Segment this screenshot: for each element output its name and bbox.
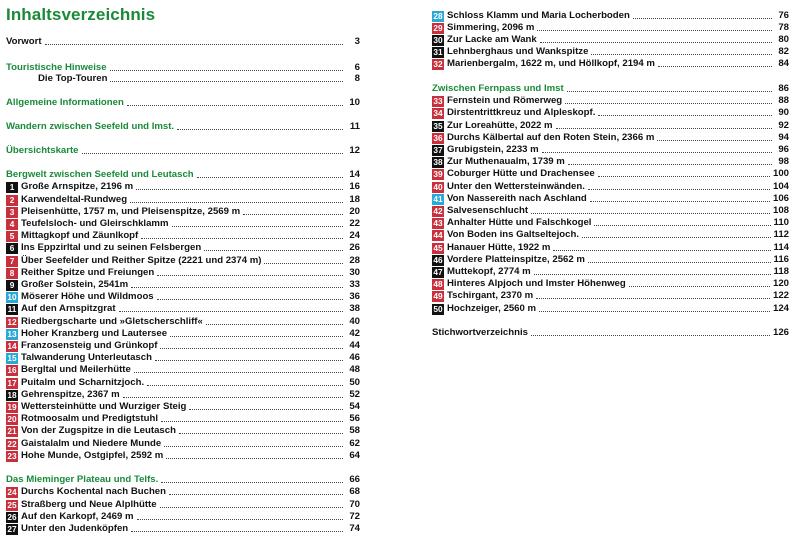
tour-number-badge: 5 bbox=[6, 231, 18, 242]
toc-entry-title: Großer Solstein, 2541m bbox=[21, 279, 129, 290]
dot-leader bbox=[556, 127, 772, 129]
toc-page-number: 11 bbox=[349, 121, 360, 132]
toc-entry-title: Zur Loreahütte, 2022 m bbox=[447, 120, 553, 131]
toc-entry[interactable] bbox=[6, 450, 360, 462]
tour-number-badge: 8 bbox=[6, 268, 18, 279]
toc-page-number: 120 bbox=[772, 278, 789, 289]
tour-number-badge: 42 bbox=[433, 205, 443, 216]
toc-page-number: 90 bbox=[778, 107, 789, 118]
toc-entry-title: Hochzeiger, 2560 m bbox=[447, 303, 537, 314]
toc-entry-title: Touristische Hinweise bbox=[6, 62, 107, 73]
toc-entry[interactable] bbox=[432, 266, 789, 278]
toc-page-number: 24 bbox=[349, 230, 360, 241]
toc-entry[interactable] bbox=[432, 22, 789, 34]
toc-page-number: 118 bbox=[773, 266, 789, 277]
toc-entry-title: Das Mieminger Plateau und Telfs. bbox=[6, 474, 159, 485]
toc-page-number: 78 bbox=[778, 22, 789, 33]
toc-page-number: 16 bbox=[349, 181, 360, 192]
toc-entry[interactable] bbox=[6, 303, 360, 315]
dot-leader bbox=[658, 65, 772, 67]
toc-entry-title: Stichwortverzeichnis bbox=[432, 327, 528, 338]
toc-entry-title: Unter den Judenköpfen bbox=[21, 523, 129, 534]
dot-leader bbox=[539, 310, 770, 312]
toc-entry-title: Dirstentrittkreuz und Alpleskopf. bbox=[447, 107, 596, 118]
tour-number-badge: 39 bbox=[433, 168, 443, 179]
toc-page-number: 64 bbox=[349, 450, 360, 461]
toc-entry[interactable] bbox=[6, 352, 360, 364]
toc-entry[interactable] bbox=[6, 242, 360, 254]
tour-number-badge: 29 bbox=[433, 22, 443, 33]
dot-leader bbox=[110, 69, 343, 71]
dot-leader bbox=[45, 43, 343, 45]
toc-page-number: 116 bbox=[773, 254, 789, 265]
tour-number-badge: 46 bbox=[433, 254, 443, 265]
toc-entry[interactable] bbox=[432, 10, 789, 22]
toc-entry-title: Marienbergalm, 1622 m, und Höllkopf, 2194 m bbox=[447, 58, 655, 69]
toc-entry[interactable] bbox=[6, 291, 360, 303]
tour-number-badge: 11 bbox=[7, 303, 17, 314]
page-title: Inhaltsverzeichnis bbox=[6, 5, 156, 24]
toc-entry-title: Ins Eppzirltal und zu seinen Felsbergen bbox=[21, 242, 202, 253]
tour-number-badge: 16 bbox=[7, 364, 17, 375]
toc-page-number: 88 bbox=[778, 95, 789, 106]
toc-entry-title: Teufelsloch- und Gleirschklamm bbox=[21, 218, 169, 229]
toc-entry[interactable] bbox=[432, 58, 789, 70]
dot-leader bbox=[536, 297, 770, 299]
tour-number-badge: 3 bbox=[6, 207, 18, 218]
toc-entry-title: Von der Zugspitze in die Leutasch bbox=[21, 425, 176, 436]
tour-number-badge: 43 bbox=[433, 217, 443, 228]
toc-entry-title: Rotmoosalm und Predigtstuhl bbox=[21, 413, 158, 424]
toc-page-number: 62 bbox=[349, 438, 360, 449]
toc-entry[interactable] bbox=[6, 364, 360, 376]
toc-entry[interactable] bbox=[6, 474, 360, 486]
dot-leader bbox=[110, 80, 343, 82]
dot-leader bbox=[657, 139, 772, 141]
toc-entry-title: Auf den Arnspitzgrat bbox=[21, 303, 116, 314]
toc-page-number: 100 bbox=[772, 168, 789, 179]
toc-page-number: 70 bbox=[349, 499, 360, 510]
toc-entry-title: Auf den Karkopf, 2469 m bbox=[21, 511, 134, 522]
dot-leader bbox=[160, 347, 343, 349]
toc-entry[interactable] bbox=[432, 205, 789, 217]
dot-leader bbox=[588, 188, 770, 190]
dot-leader bbox=[161, 481, 343, 483]
toc-entry[interactable] bbox=[432, 95, 789, 107]
toc-entry-title: Reither Spitze und Freiungen bbox=[21, 267, 155, 278]
dot-leader bbox=[82, 152, 343, 154]
toc-entry-title: Vorwort bbox=[6, 36, 42, 47]
toc-entry-title: Übersichtskarte bbox=[6, 145, 79, 156]
toc-page-number: 68 bbox=[349, 486, 360, 497]
dot-leader bbox=[157, 298, 343, 300]
dot-leader bbox=[568, 163, 772, 165]
toc-entry[interactable] bbox=[432, 156, 789, 168]
toc-page-number: 58 bbox=[349, 425, 360, 436]
toc-entry-title: Bergltal und Meilerhütte bbox=[21, 364, 131, 375]
dot-leader bbox=[170, 335, 343, 337]
toc-page-number: 33 bbox=[349, 279, 360, 290]
tour-number-badge: 32 bbox=[433, 58, 443, 69]
tour-number-badge: 49 bbox=[433, 290, 443, 301]
toc-entry-title: Coburger Hütte und Drachensee bbox=[447, 168, 595, 179]
tour-number-badge: 7 bbox=[6, 256, 18, 267]
tour-number-badge: 18 bbox=[7, 389, 17, 400]
tour-number-badge: 33 bbox=[433, 95, 443, 106]
dot-leader bbox=[134, 371, 343, 373]
dot-leader bbox=[141, 237, 343, 239]
toc-entry-title: Hinteres Alpjoch und Imster Höhenweg bbox=[447, 278, 626, 289]
tour-number-badge: 48 bbox=[433, 278, 443, 289]
toc-page-number: 94 bbox=[778, 132, 789, 143]
toc-entry[interactable] bbox=[6, 523, 360, 535]
toc-page-number: 26 bbox=[349, 242, 360, 253]
dot-leader bbox=[594, 224, 770, 226]
toc-entry-title: Mittagkopf und Zäunlkopf bbox=[21, 230, 139, 241]
toc-entry-title: Lehnberghaus und Wankspitze bbox=[447, 46, 589, 57]
toc-entry[interactable] bbox=[6, 97, 360, 109]
dot-leader bbox=[189, 408, 343, 410]
toc-entry[interactable] bbox=[432, 290, 789, 302]
tour-number-badge: 4 bbox=[6, 219, 18, 230]
toc-page-number: 126 bbox=[772, 327, 789, 338]
toc-page-number: 18 bbox=[349, 194, 360, 205]
toc-page-number: 42 bbox=[349, 328, 360, 339]
toc-entry[interactable] bbox=[6, 401, 360, 413]
dot-leader bbox=[119, 310, 343, 312]
toc-entry-title: Von Nassereith nach Aschland bbox=[447, 193, 587, 204]
toc-page-number: 48 bbox=[349, 364, 360, 375]
toc-page-number: 108 bbox=[772, 205, 789, 216]
toc-page-number: 74 bbox=[349, 523, 360, 534]
tour-number-badge: 47 bbox=[433, 266, 443, 277]
toc-page-number: 80 bbox=[778, 34, 789, 45]
toc-page-number: 8 bbox=[354, 73, 360, 84]
dot-leader bbox=[542, 151, 772, 153]
toc-page-number: 112 bbox=[773, 229, 789, 240]
tour-number-badge: 24 bbox=[7, 486, 17, 497]
tour-number-badge: 19 bbox=[7, 401, 17, 412]
toc-entry-title: Zwischen Fernpass und Imst bbox=[432, 83, 564, 94]
toc-entry-title: Riedbergscharte und »Gletscherschliff« bbox=[21, 316, 203, 327]
tour-number-badge: 2 bbox=[6, 195, 18, 206]
toc-entry-title: Salvesenschlucht bbox=[447, 205, 529, 216]
toc-entry-title: Grubigstein, 2233 m bbox=[447, 144, 539, 155]
tour-number-badge: 22 bbox=[7, 438, 17, 449]
toc-entry[interactable] bbox=[432, 217, 789, 229]
toc-entry-title: Bergwelt zwischen Seefeld und Leutasch bbox=[6, 169, 194, 180]
toc-page-number: 104 bbox=[772, 181, 789, 192]
toc-entry-title: Möserer Höhe und Wildmoos bbox=[21, 291, 154, 302]
toc-entry-title: Von Boden ins Galtseltejoch. bbox=[447, 229, 580, 240]
toc-entry-title: Talwanderung Unterleutasch bbox=[21, 352, 152, 363]
toc-entry[interactable] bbox=[432, 132, 789, 144]
toc-page-number: 52 bbox=[349, 389, 360, 400]
toc-entry[interactable] bbox=[6, 486, 360, 498]
toc-page-number: 6 bbox=[354, 62, 360, 73]
toc-entry-title: Puitalm und Scharnitzjoch. bbox=[21, 377, 145, 388]
dot-leader bbox=[130, 201, 343, 203]
dot-leader bbox=[137, 518, 344, 520]
tour-number-badge: 28 bbox=[433, 10, 443, 21]
dot-leader bbox=[540, 41, 772, 43]
toc-entry-title: Fernstein und Römerweg bbox=[447, 95, 563, 106]
tour-number-badge: 50 bbox=[433, 303, 443, 314]
toc-entry-title: Über Seefelder und Reither Spitze (2221 und 2374 m) bbox=[21, 255, 262, 266]
tour-number-badge: 12 bbox=[7, 316, 17, 327]
toc-entry-title: Gehrenspitze, 2367 m bbox=[21, 389, 120, 400]
toc-entry[interactable] bbox=[432, 181, 789, 193]
toc-entry[interactable] bbox=[432, 327, 789, 339]
toc-entry[interactable] bbox=[6, 73, 360, 85]
toc-entry[interactable] bbox=[432, 46, 789, 58]
dot-leader bbox=[127, 104, 343, 106]
toc-page-number: 54 bbox=[349, 401, 360, 412]
tour-number-badge: 40 bbox=[433, 181, 443, 192]
toc-page-number: 22 bbox=[349, 218, 360, 229]
dot-leader bbox=[206, 323, 343, 325]
toc-entry[interactable] bbox=[6, 218, 360, 230]
toc-page-number: 14 bbox=[349, 169, 360, 180]
toc-page-number: 66 bbox=[349, 474, 360, 485]
tour-number-badge: 23 bbox=[7, 450, 17, 461]
toc-entry[interactable] bbox=[6, 340, 360, 352]
toc-entry-title: Durchs Kochental nach Buchen bbox=[21, 486, 166, 497]
tour-number-badge: 17 bbox=[7, 377, 17, 388]
toc-entry[interactable] bbox=[432, 229, 789, 241]
toc-entry[interactable] bbox=[6, 230, 360, 242]
dot-leader bbox=[590, 200, 770, 202]
tour-number-badge: 34 bbox=[433, 107, 443, 118]
tour-number-badge: 35 bbox=[433, 120, 443, 131]
toc-page-number: 36 bbox=[349, 291, 360, 302]
toc-entry-title: Hanauer Hütte, 1922 m bbox=[447, 242, 551, 253]
dot-leader bbox=[166, 457, 343, 459]
toc-entry[interactable] bbox=[432, 83, 789, 95]
toc-page-number: 72 bbox=[349, 511, 360, 522]
toc-page-number: 56 bbox=[349, 413, 360, 424]
toc-entry-title: Karwendeltal-Rundweg bbox=[21, 194, 128, 205]
toc-page-number: 114 bbox=[773, 242, 789, 253]
toc-entry[interactable] bbox=[6, 145, 360, 157]
toc-entry[interactable] bbox=[6, 255, 360, 267]
toc-entry[interactable] bbox=[6, 267, 360, 279]
dot-leader bbox=[164, 445, 343, 447]
toc-page-number: 82 bbox=[778, 46, 789, 57]
toc-page-number: 10 bbox=[349, 97, 360, 108]
tour-number-badge: 1 bbox=[6, 182, 18, 193]
dot-leader bbox=[537, 29, 772, 31]
toc-page-number: 28 bbox=[349, 255, 360, 266]
toc-entry-title: Hohe Munde, Ostgipfel, 2592 m bbox=[21, 450, 164, 461]
toc-entry-title: Pleisenhütte, 1757 m, und Pleisenspitze, 2569 m bbox=[21, 206, 241, 217]
dot-leader bbox=[598, 175, 770, 177]
toc-entry[interactable] bbox=[6, 194, 360, 206]
tour-number-badge: 45 bbox=[433, 242, 443, 253]
toc-entry[interactable] bbox=[6, 499, 360, 511]
toc-entry[interactable] bbox=[6, 316, 360, 328]
toc-page-number: 84 bbox=[778, 58, 789, 69]
dot-leader bbox=[591, 53, 772, 55]
dot-leader bbox=[264, 262, 343, 264]
toc-entry[interactable] bbox=[6, 36, 360, 48]
dot-leader bbox=[177, 128, 343, 130]
dot-leader bbox=[172, 225, 344, 227]
toc-entry-title: Allgemeine Informationen bbox=[6, 97, 124, 108]
toc-page-number: 96 bbox=[778, 144, 789, 155]
dot-leader bbox=[553, 249, 770, 251]
toc-entry-title: Straßberg und Neue Alplhütte bbox=[21, 499, 157, 510]
toc-entry[interactable] bbox=[6, 279, 360, 291]
tour-number-badge: 9 bbox=[6, 280, 18, 291]
dot-leader bbox=[204, 249, 343, 251]
toc-page-number: 38 bbox=[349, 303, 360, 314]
tour-number-badge: 10 bbox=[7, 291, 17, 302]
tour-number-badge: 26 bbox=[7, 511, 17, 522]
toc-page-number: 20 bbox=[349, 206, 360, 217]
toc-entry-title: Vordere Platteinspitze, 2562 m bbox=[447, 254, 585, 265]
toc-entry-title: Durchs Kälbertal auf den Roten Stein, 2366 m bbox=[447, 132, 655, 143]
toc-entry-title: Die Top-Touren bbox=[38, 73, 108, 84]
toc-entry-title: Franzosensteig und Grünkopf bbox=[21, 340, 158, 351]
dot-leader bbox=[582, 236, 770, 238]
toc-entry-title: Schloss Klamm und Maria Locherboden bbox=[447, 10, 630, 21]
toc-page-number: 110 bbox=[773, 217, 789, 228]
toc-entry[interactable] bbox=[6, 121, 360, 133]
dot-leader bbox=[131, 286, 343, 288]
toc-entry[interactable] bbox=[432, 107, 789, 119]
toc-entry[interactable] bbox=[432, 34, 789, 46]
dot-leader bbox=[243, 213, 343, 215]
tour-number-badge: 6 bbox=[6, 243, 18, 254]
dot-leader bbox=[123, 396, 343, 398]
toc-page-number: 12 bbox=[349, 145, 360, 156]
toc-entry[interactable] bbox=[6, 328, 360, 340]
toc-entry[interactable] bbox=[6, 511, 360, 523]
dot-leader bbox=[157, 274, 343, 276]
toc-entry-title: Tschirgant, 2370 m bbox=[447, 290, 534, 301]
toc-entry-title: Zur Lacke am Wank bbox=[447, 34, 537, 45]
dot-leader bbox=[155, 359, 343, 361]
toc-page-number: 50 bbox=[349, 377, 360, 388]
tour-number-badge: 41 bbox=[433, 193, 443, 204]
toc-entry[interactable] bbox=[6, 181, 360, 193]
toc-entry[interactable] bbox=[6, 413, 360, 425]
tour-number-badge: 14 bbox=[7, 340, 17, 351]
toc-entry[interactable] bbox=[6, 169, 360, 181]
toc-entry-title: Muttekopf, 2774 m bbox=[447, 266, 531, 277]
dot-leader bbox=[197, 176, 343, 178]
toc-page-number: 40 bbox=[349, 316, 360, 327]
dot-leader bbox=[531, 212, 770, 214]
toc-entry[interactable] bbox=[432, 242, 789, 254]
dot-leader bbox=[629, 285, 770, 287]
toc-entry[interactable] bbox=[6, 206, 360, 218]
toc-entry-title: Wandern zwischen Seefeld und Imst. bbox=[6, 121, 175, 132]
tour-number-badge: 38 bbox=[433, 156, 443, 167]
toc-page-number: 98 bbox=[778, 156, 789, 167]
toc-entry[interactable] bbox=[432, 303, 789, 315]
dot-leader bbox=[567, 90, 772, 92]
dot-leader bbox=[131, 530, 343, 532]
toc-entry-title: Unter den Wettersteinwänden. bbox=[447, 181, 585, 192]
dot-leader bbox=[598, 114, 772, 116]
toc-entry-title: Zur Muthenaualm, 1739 m bbox=[447, 156, 565, 167]
toc-page-number: 46 bbox=[349, 352, 360, 363]
toc-entry[interactable] bbox=[6, 438, 360, 450]
dot-leader bbox=[160, 506, 343, 508]
dot-leader bbox=[565, 102, 772, 104]
toc-page-number: 86 bbox=[778, 83, 789, 94]
toc-page-number: 44 bbox=[349, 340, 360, 351]
toc-entry[interactable] bbox=[432, 278, 789, 290]
dot-leader bbox=[633, 17, 772, 19]
toc-page-number: 30 bbox=[349, 267, 360, 278]
toc-page-number: 124 bbox=[772, 303, 789, 314]
toc-page-number: 92 bbox=[778, 120, 789, 131]
tour-number-badge: 27 bbox=[7, 523, 17, 534]
tour-number-badge: 13 bbox=[7, 328, 17, 339]
dot-leader bbox=[136, 188, 343, 190]
toc-entry[interactable] bbox=[6, 425, 360, 437]
dot-leader bbox=[588, 261, 771, 263]
dot-leader bbox=[161, 420, 343, 422]
toc-entry-title: Gaistalalm und Niedere Munde bbox=[21, 438, 162, 449]
tour-number-badge: 36 bbox=[433, 132, 443, 143]
toc-entry[interactable] bbox=[432, 254, 789, 266]
toc-page-number: 122 bbox=[772, 290, 789, 301]
toc-page-number: 3 bbox=[354, 36, 360, 47]
toc-entry[interactable] bbox=[432, 120, 789, 132]
dot-leader bbox=[179, 432, 343, 434]
toc-entry[interactable] bbox=[432, 144, 789, 156]
toc-entry-title: Anhalter Hütte und Falschkogel bbox=[447, 217, 592, 228]
toc-entry[interactable] bbox=[6, 389, 360, 401]
toc-page-number: 76 bbox=[778, 10, 789, 21]
dot-leader bbox=[531, 334, 770, 336]
toc-entry-title: Hoher Kranzberg und Lautersee bbox=[21, 328, 168, 339]
toc-entry-title: Große Arnspitze, 2196 m bbox=[21, 181, 134, 192]
tour-number-badge: 37 bbox=[433, 144, 443, 155]
toc-page-number: 106 bbox=[772, 193, 789, 204]
tour-number-badge: 30 bbox=[433, 34, 443, 45]
dot-leader bbox=[147, 384, 343, 386]
tour-number-badge: 15 bbox=[7, 352, 17, 363]
dot-leader bbox=[169, 493, 343, 495]
toc-entry-title: Simmering, 2096 m bbox=[447, 22, 535, 33]
tour-number-badge: 21 bbox=[7, 425, 17, 436]
toc-entry-title: Wettersteinhütte und Wurziger Steig bbox=[21, 401, 187, 412]
tour-number-badge: 44 bbox=[433, 229, 443, 240]
toc-entry[interactable] bbox=[6, 377, 360, 389]
toc-entry[interactable] bbox=[432, 193, 789, 205]
tour-number-badge: 20 bbox=[7, 413, 17, 424]
tour-number-badge: 25 bbox=[7, 499, 17, 510]
dot-leader bbox=[534, 273, 771, 275]
tour-number-badge: 31 bbox=[433, 46, 443, 57]
toc-entry[interactable] bbox=[432, 168, 789, 180]
